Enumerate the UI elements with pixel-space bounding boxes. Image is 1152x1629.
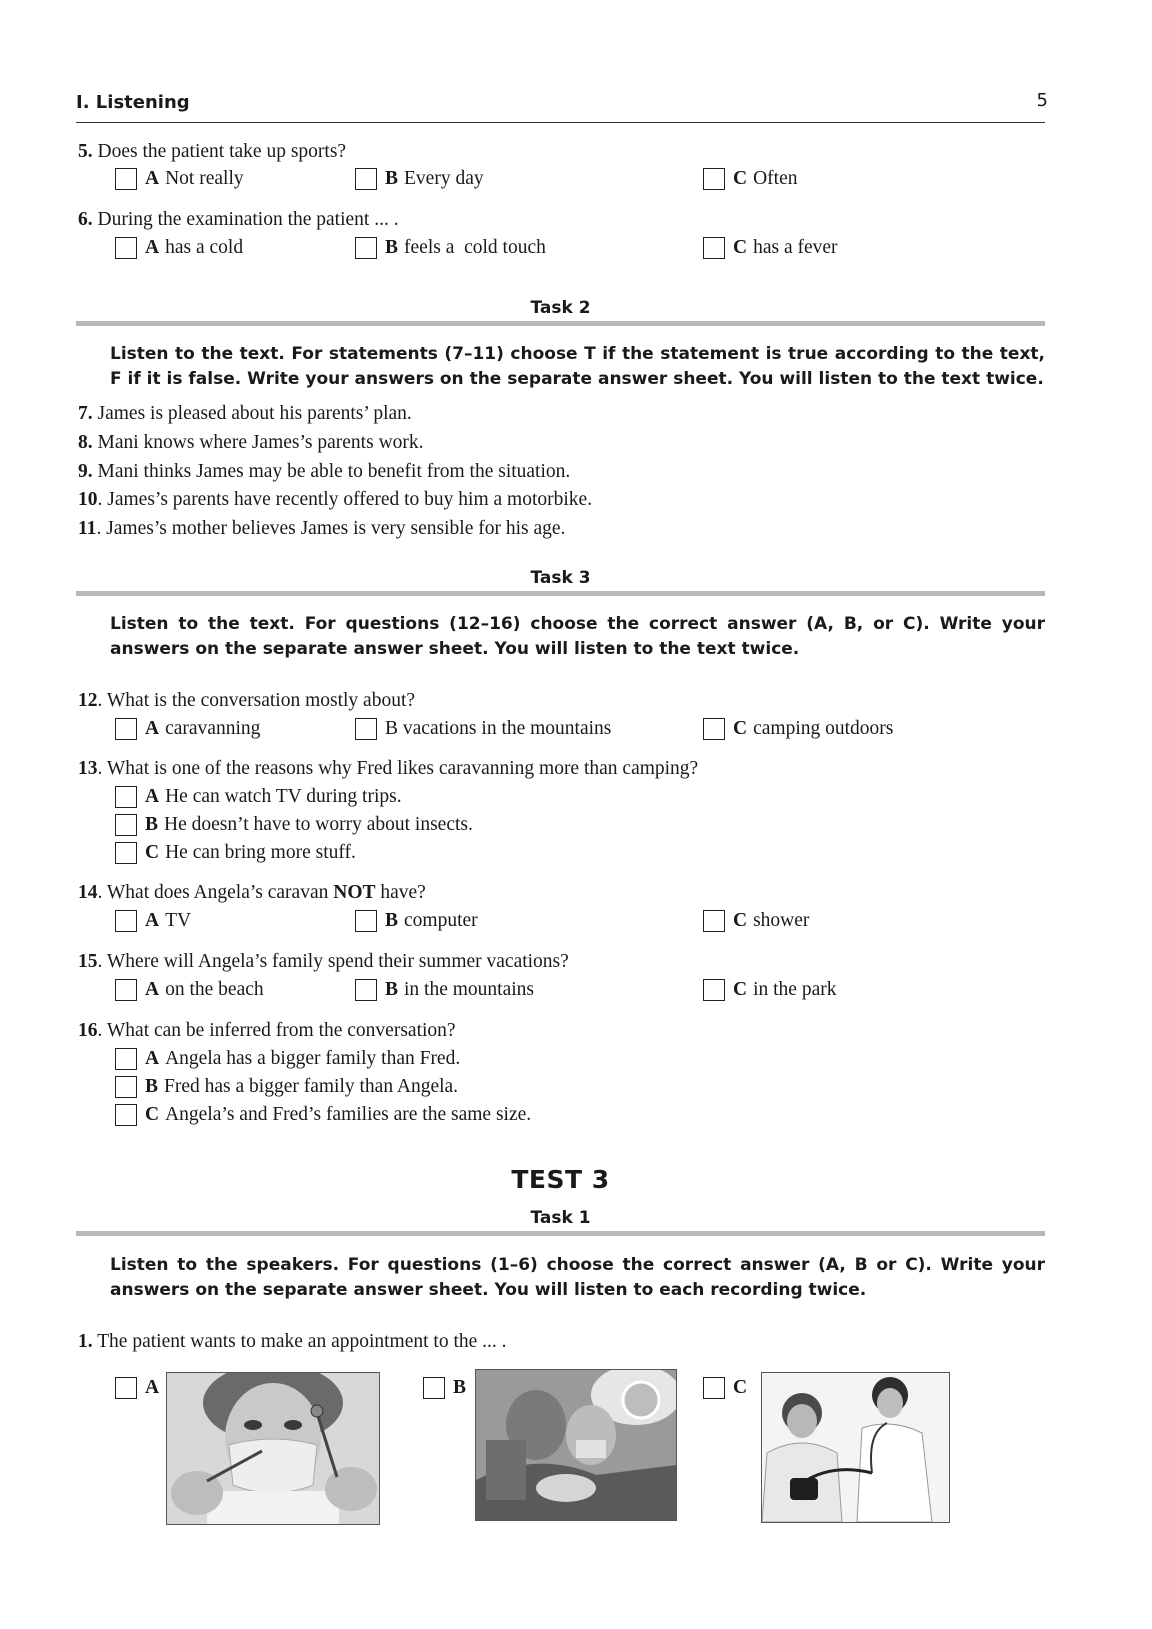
checkbox[interactable]	[703, 1377, 725, 1399]
question-15: 15. Where will Angela’s family spend their summer vacations?	[78, 951, 569, 972]
checkbox[interactable]	[115, 979, 137, 1001]
q5-option-c[interactable]: C Often	[703, 168, 798, 190]
checkbox[interactable]	[703, 237, 725, 259]
task-3-rule	[76, 591, 1045, 596]
q12-option-b[interactable]: B vacations in the mountains	[355, 718, 611, 740]
t3-q1-option-b[interactable]: B	[423, 1377, 472, 1399]
test-3-task-1-instructions: Listen to the speakers. For questions (1–6) choose the correct answer (A, B or C). Write your answers on the separate answer sheet. You will listen to each recording twice.	[110, 1255, 1045, 1300]
header-rule	[76, 122, 1045, 123]
q12-option-a[interactable]: A caravanning	[115, 718, 260, 740]
checkbox[interactable]	[355, 910, 377, 932]
test-3-question-1: 1. The patient wants to make an appointment to the ... .	[78, 1331, 507, 1352]
checkbox[interactable]	[355, 979, 377, 1001]
q13-option-b[interactable]: B He doesn’t have to worry about insects.	[115, 814, 473, 836]
task-2-rule	[76, 321, 1045, 326]
checkbox[interactable]	[355, 168, 377, 190]
statement-9: 9. Mani thinks James may be able to benefit from the situation.	[78, 461, 571, 482]
checkbox[interactable]	[115, 237, 137, 259]
question-12: 12. What is the conversation mostly about?	[78, 690, 416, 711]
checkbox[interactable]	[115, 1076, 137, 1098]
checkbox[interactable]	[115, 786, 137, 808]
q5-option-b[interactable]: B Every day	[355, 168, 484, 190]
dentist-image	[167, 1373, 379, 1524]
q14-option-a[interactable]: A TV	[115, 910, 191, 932]
checkbox[interactable]	[115, 1377, 137, 1399]
checkbox[interactable]	[115, 1104, 137, 1126]
statement-8: 8. Mani knows where James’s parents work.	[78, 432, 424, 453]
dentist-photo	[166, 1372, 380, 1525]
q14-option-c[interactable]: C shower	[703, 910, 809, 932]
checkbox[interactable]	[115, 814, 137, 836]
question-14: 14. What does Angela’s caravan NOT have?	[78, 882, 426, 903]
checkbox[interactable]	[115, 842, 137, 864]
blood-pressure-photo	[761, 1372, 950, 1523]
t3-q1-option-a[interactable]: A	[115, 1377, 165, 1399]
task-2-instructions: Listen to the text. For statements (7–11) choose T if the statement is true according to the text, F if it is false. Write your answers on the separate answer sheet. You will listen to the text twice.	[110, 344, 1045, 389]
surgeons-photo	[475, 1369, 677, 1521]
q5-option-a[interactable]: A Not really	[115, 168, 244, 190]
surgeons-image	[476, 1370, 676, 1520]
test-3-task-1-title: Task 1	[530, 1208, 591, 1228]
page-number: 5	[1036, 90, 1048, 111]
q15-option-b[interactable]: B in the mountains	[355, 979, 534, 1001]
q16-option-a[interactable]: A Angela has a bigger family than Fred.	[115, 1048, 460, 1070]
q15-option-a[interactable]: A on the beach	[115, 979, 264, 1001]
q13-option-a[interactable]: A He can watch TV during trips.	[115, 786, 402, 808]
task-3-instructions: Listen to the text. For questions (12–16) choose the correct answer (A, B, or C). Write your answers on the separate answer sheet. You will listen to the text twice.	[110, 614, 1045, 659]
checkbox[interactable]	[115, 1048, 137, 1070]
checkbox[interactable]	[703, 718, 725, 740]
question-13: 13. What is one of the reasons why Fred likes caravanning more than camping?	[78, 758, 699, 779]
q16-option-c[interactable]: C Angela’s and Fred’s families are the same size.	[115, 1104, 531, 1126]
checkbox[interactable]	[115, 168, 137, 190]
checkbox[interactable]	[703, 910, 725, 932]
task-3-title: Task 3	[530, 568, 591, 588]
checkbox[interactable]	[423, 1377, 445, 1399]
question-6: 6. During the examination the patient ... .	[78, 209, 399, 230]
checkbox[interactable]	[115, 718, 137, 740]
q6-option-a[interactable]: A has a cold	[115, 237, 243, 259]
q6-option-b[interactable]: B feels a cold touch	[355, 237, 546, 259]
q13-option-c[interactable]: C He can bring more stuff.	[115, 842, 356, 864]
test-3-title: TEST 3	[511, 1165, 610, 1194]
q15-option-c[interactable]: C in the park	[703, 979, 836, 1001]
checkbox[interactable]	[115, 910, 137, 932]
task-2-title: Task 2	[530, 298, 591, 318]
q12-option-c[interactable]: C camping outdoors	[703, 718, 893, 740]
blood-pressure-image	[762, 1373, 949, 1522]
t3-q1-option-c[interactable]: C	[703, 1377, 753, 1399]
test-3-task-1-rule	[76, 1231, 1045, 1236]
q6-option-c[interactable]: C has a fever	[703, 237, 838, 259]
checkbox[interactable]	[355, 237, 377, 259]
running-head: I. Listening	[76, 92, 190, 113]
checkbox[interactable]	[703, 979, 725, 1001]
checkbox[interactable]	[703, 168, 725, 190]
statement-10: 10. James’s parents have recently offered to buy him a motorbike.	[78, 489, 593, 510]
q16-option-b[interactable]: B Fred has a bigger family than Angela.	[115, 1076, 458, 1098]
question-5: 5. Does the patient take up sports?	[78, 141, 347, 162]
checkbox[interactable]	[355, 718, 377, 740]
statement-11: 11. James’s mother believes James is very sensible for his age.	[78, 518, 566, 539]
statement-7: 7. James is pleased about his parents’ plan.	[78, 403, 412, 424]
q14-option-b[interactable]: B computer	[355, 910, 478, 932]
question-16: 16. What can be inferred from the conversation?	[78, 1020, 456, 1041]
